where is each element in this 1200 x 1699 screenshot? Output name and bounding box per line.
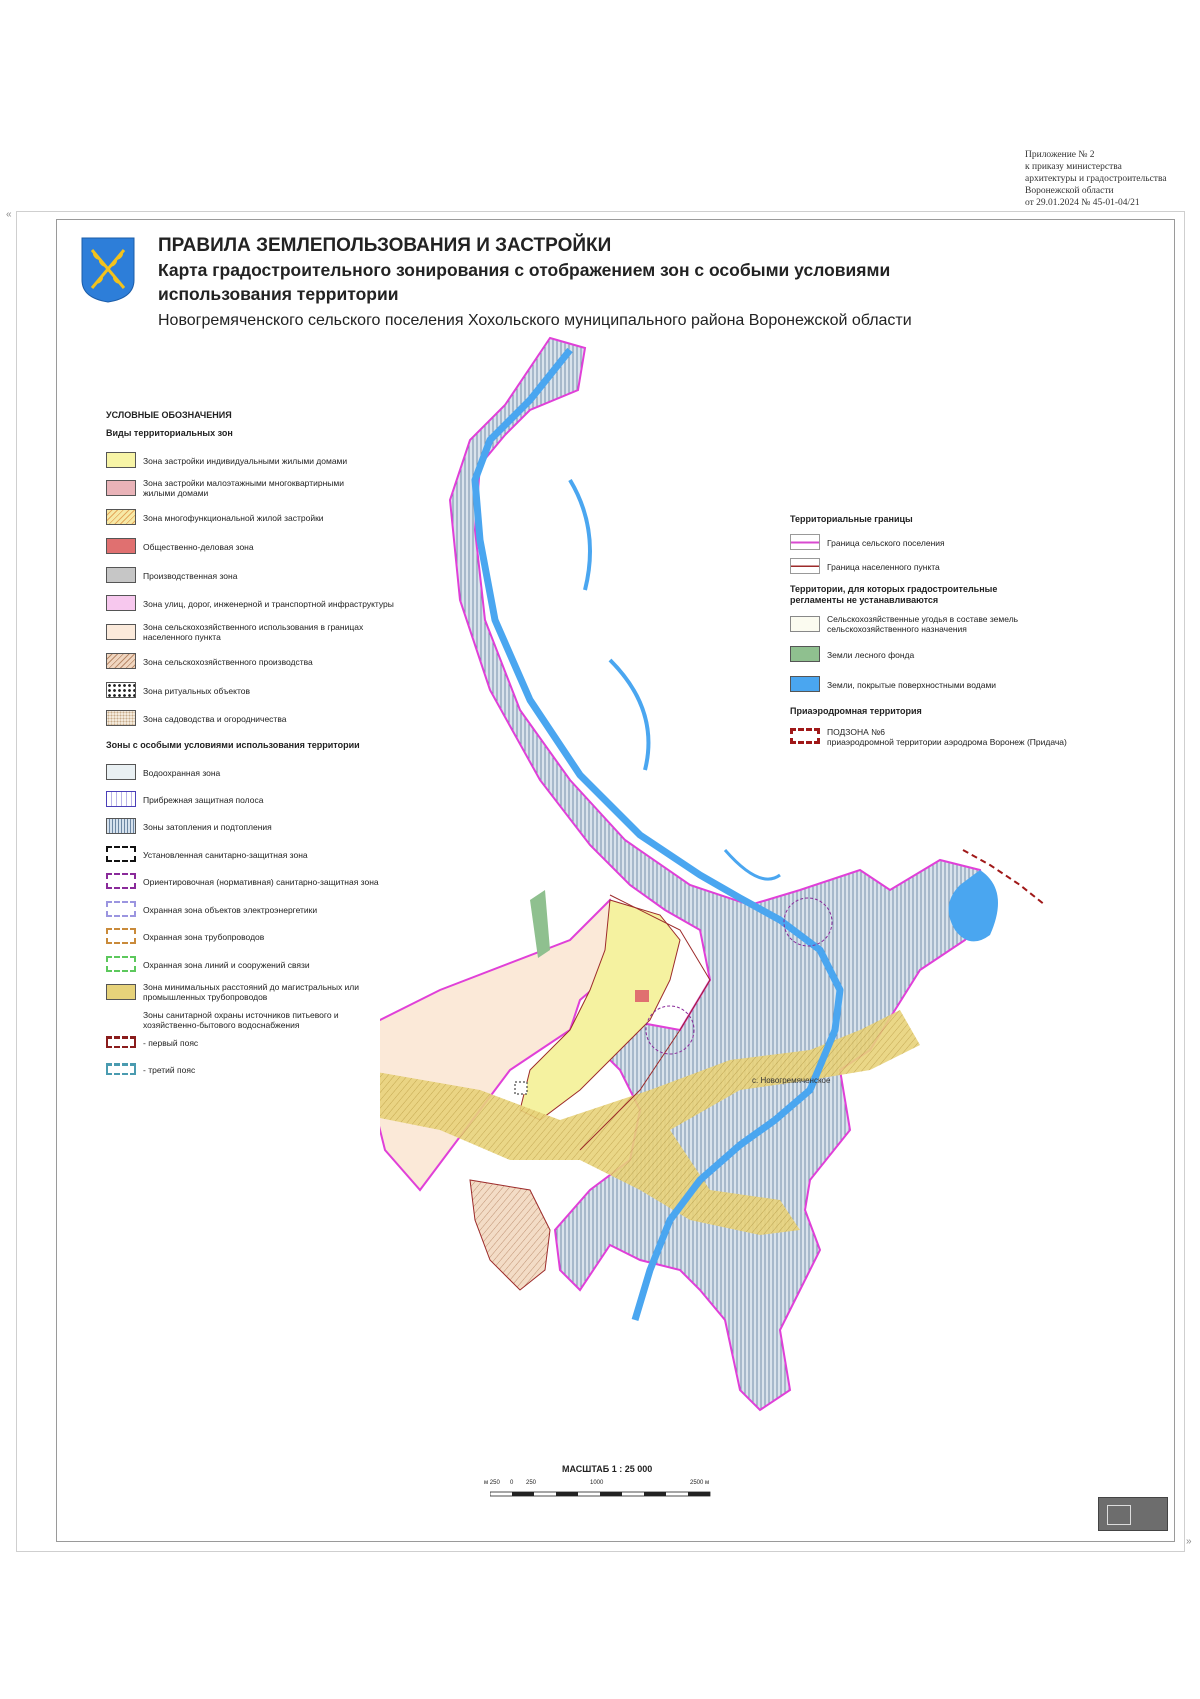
legend-label: Зона ритуальных объектов: [143, 686, 251, 696]
river-oxbow: [725, 850, 780, 879]
page-marker-left: «: [6, 209, 12, 220]
annex-line: от 29.01.2024 № 45-01-04/21: [1025, 198, 1140, 208]
legend-label: - первый пояс: [143, 1038, 199, 1048]
swatch-lavender-dashed-icon: [106, 901, 136, 917]
annex-line: Воронежской области: [1025, 186, 1114, 196]
ritual-zone: [515, 1082, 527, 1094]
swatch-beige-icon: [106, 624, 136, 640]
swatch-red-icon: [106, 538, 136, 554]
swatch-grey-icon: [106, 567, 136, 583]
swatch-black-dashed-icon: [106, 846, 136, 862]
scale-tick: 250: [526, 1480, 537, 1486]
scale-tick: м 250: [484, 1480, 500, 1486]
legend-label: Зона сельскохозяйственного производства: [143, 657, 313, 667]
legend-borders-title: Территориальные границы: [790, 514, 913, 524]
page-subtitle: Карта градостроительного зонирования с отображением зон с особыми условиями использования территории: [158, 260, 891, 304]
swatch-dotted-beige-icon: [106, 710, 136, 726]
page-title: ПРАВИЛА ЗЕМЛЕПОЛЬЗОВАНИЯ И ЗАСТРОЙКИ: [158, 235, 612, 256]
swatch-pink-icon: [106, 480, 136, 496]
legend-label: Зона многофункциональной жилой застройки: [143, 513, 324, 523]
agri-production-area: [470, 1180, 550, 1290]
swatch-darkred-dashed-icon: [106, 1036, 136, 1048]
legend-label: Установленная санитарно-защитная зона: [143, 850, 308, 860]
legend-label: Ориентировочная (нормативная) санитарно-защитная зона: [143, 877, 379, 887]
scale-title: МАСШТАБ 1 : 25 000: [562, 1464, 653, 1474]
scale-bar: [484, 1478, 720, 1508]
legend-special-title: Зоны с особыми условиями использования территории: [106, 740, 360, 750]
legend-noreg-title: Территории, для которых градостроительные регламенты не устанавливаются: [790, 584, 998, 605]
swatch-yellow-hatched-icon: [106, 509, 136, 525]
legend-sanitary-title: Зоны санитарной охраны источников питьевого и хозяйственно-бытового водоснабжения: [143, 1010, 339, 1030]
public-business-zone: [635, 990, 649, 1002]
legend-label: Зона застройки индивидуальными жилыми домами: [143, 456, 348, 466]
forest-area: [530, 890, 550, 958]
river-oxbow: [610, 660, 648, 770]
organization-stamp: [1098, 1497, 1168, 1531]
swatch-yellow-icon: [106, 452, 136, 468]
annex-line: Приложение № 2: [1025, 150, 1095, 160]
annex-line: к приказу министерства: [1025, 162, 1122, 172]
settlement-name: Новогремяченского сельского поселения Хохольского муниципального района Воронежской области: [158, 312, 912, 329]
swatch-orange-dashed-icon: [106, 928, 136, 944]
legend-label: Граница населенного пункта: [827, 562, 940, 572]
airport-subzone-desc: приаэродромной территории аэродрома Воронеж (Придача): [827, 737, 1067, 747]
legend-label: Зоны затопления и подтопления: [143, 822, 272, 832]
swatch-green-dashed-icon: [106, 956, 136, 972]
swatch-brown-hatched-icon: [106, 653, 136, 669]
legend-label: Общественно-деловая зона: [143, 542, 254, 552]
legend-label: Земли, покрытые поверхностными водами: [827, 680, 997, 690]
legend-label: Охранная зона объектов электроэнергетики: [143, 905, 318, 915]
legend-label: Охранная зона линий и сооружений связи: [143, 960, 310, 970]
title-block: [158, 234, 1158, 332]
legend-label: Водоохранная зона: [143, 768, 221, 778]
swatch-blue-grid-icon: [106, 791, 136, 807]
legend-label: Зона сельскохозяйственного использования в границах населенного пункта: [143, 622, 364, 642]
legend-label: Охранная зона трубопроводов: [143, 932, 265, 942]
legend-label: Зона застройки малоэтажными многоквартирными жилыми домами: [143, 478, 344, 498]
legend-label: Граница сельского поселения: [827, 538, 945, 548]
legend-label: Производственная зона: [143, 571, 238, 581]
legend-label: - третий пояс: [143, 1065, 196, 1075]
legend-airport-title: Приаэродромная территория: [790, 706, 922, 716]
stamp-logo-icon: [1107, 1505, 1131, 1525]
swatch-teal-dashed-icon: [106, 1063, 136, 1075]
page-marker-right: »: [1186, 1536, 1192, 1547]
swatch-gold-icon: [106, 984, 136, 1000]
annex-line: архитектуры и градостроительства: [1025, 174, 1167, 184]
locality-label: с. Новогремяченское: [752, 1076, 831, 1085]
legend-label: Прибрежная защитная полоса: [143, 795, 264, 805]
swatch-light-pink-icon: [106, 595, 136, 611]
scale-tick: 2500 м: [690, 1480, 710, 1486]
scale-tick: 1000: [590, 1480, 604, 1486]
legend-label: Сельскохозяйственные угодья в составе земель сельскохозяйственного назначения: [827, 614, 1019, 634]
swatch-vertical-lines-icon: [106, 818, 136, 834]
legend-label: Зона улиц, дорог, инженерной и транспортной инфраструктуры: [143, 599, 394, 609]
coat-of-arms-icon: [80, 236, 136, 304]
legend-label: Зона минимальных расстояний до магистральных или промышленных трубопроводов: [143, 982, 360, 1002]
swatch-pale-blue-icon: [106, 764, 136, 780]
scale-tick: 0: [510, 1480, 514, 1486]
river-oxbow: [570, 480, 590, 590]
legend-label: Зона садоводства и огородничества: [143, 714, 287, 724]
scale-bar-graphic: [490, 1478, 720, 1508]
swatch-purple-dashed-icon: [106, 873, 136, 889]
legend-label: Земли лесного фонда: [827, 650, 915, 660]
zoning-map: [380, 330, 1140, 1440]
legend-zones-title: Виды территориальных зон: [106, 428, 233, 438]
airport-subzone-title: ПОДЗОНА №6: [827, 727, 885, 737]
legend-title: УСЛОВНЫЕ ОБОЗНАЧЕНИЯ: [106, 410, 232, 420]
swatch-dots-icon: [106, 682, 136, 698]
annex-note: [1025, 149, 1195, 209]
